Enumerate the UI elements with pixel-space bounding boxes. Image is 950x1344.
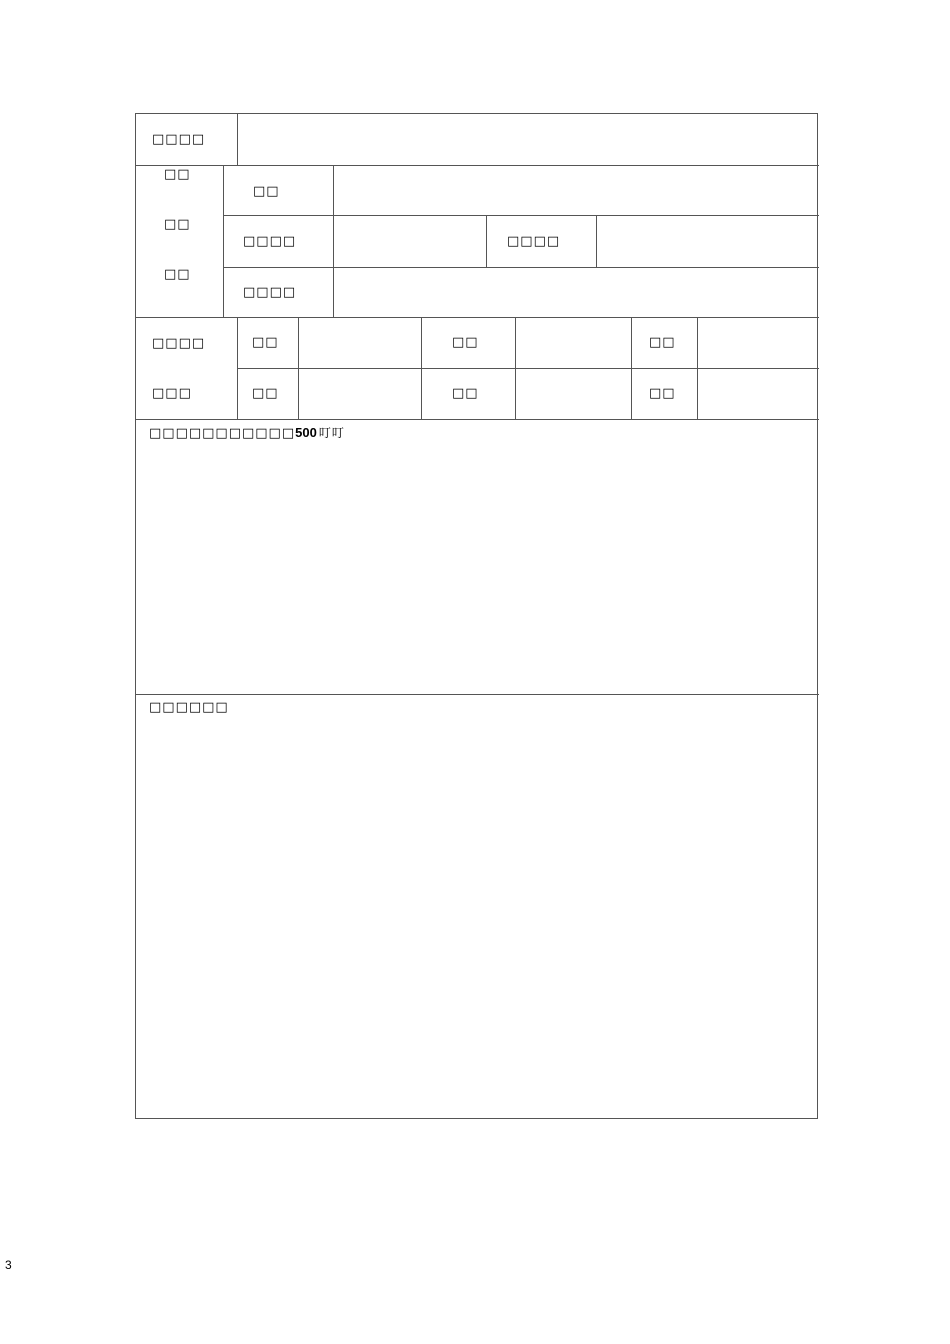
- page-number: 3: [5, 1258, 12, 1272]
- field-d-input[interactable]: [334, 268, 819, 317]
- group2-side-label-1: □□: [164, 167, 191, 182]
- section5-heading: □□□□□□: [149, 700, 229, 715]
- group3-r2-label-1: □□: [252, 386, 279, 401]
- field-c-input[interactable]: [597, 216, 819, 267]
- section4-heading-suffix: 叮叮: [318, 426, 345, 440]
- row1-label: □□□□: [152, 132, 206, 147]
- field-d-label: □□□□: [243, 285, 297, 300]
- group2-side-label-2: □□: [164, 217, 191, 232]
- group3-r1-input-1[interactable]: [299, 318, 421, 368]
- section5-body[interactable]: [137, 720, 818, 1118]
- group2-side-label-3: □□: [164, 267, 191, 282]
- group3-r1-label-3: □□: [649, 335, 676, 350]
- field-a-label: □□: [253, 184, 280, 199]
- row1-input[interactable]: [238, 114, 819, 165]
- section4-heading-number: 500: [295, 425, 317, 440]
- field-b-label: □□□□: [243, 234, 297, 249]
- section4-heading: [149, 425, 345, 442]
- group3-r2-input-2[interactable]: [516, 369, 631, 419]
- group3-r2-input-1[interactable]: [299, 369, 421, 419]
- section4-heading-prefix: □□□□□□□□□□□: [149, 426, 296, 441]
- group3-r2-label-2: □□: [452, 386, 479, 401]
- group3-side-label-2: □□□: [152, 386, 192, 401]
- group3-r1-input-2[interactable]: [516, 318, 631, 368]
- field-b-input[interactable]: [334, 216, 486, 267]
- application-form: [135, 113, 818, 1119]
- field-c-label: □□□□: [507, 234, 561, 249]
- group3-r1-label-1: □□: [252, 335, 279, 350]
- group3-r1-label-2: □□: [452, 335, 479, 350]
- group3-side-label-1: □□□□: [152, 336, 206, 351]
- section4-body[interactable]: [137, 446, 818, 693]
- group3-r2-label-3: □□: [649, 386, 676, 401]
- group3-r1-input-3[interactable]: [698, 318, 819, 368]
- group3-r2-input-3[interactable]: [698, 369, 819, 419]
- field-a-input[interactable]: [334, 166, 819, 215]
